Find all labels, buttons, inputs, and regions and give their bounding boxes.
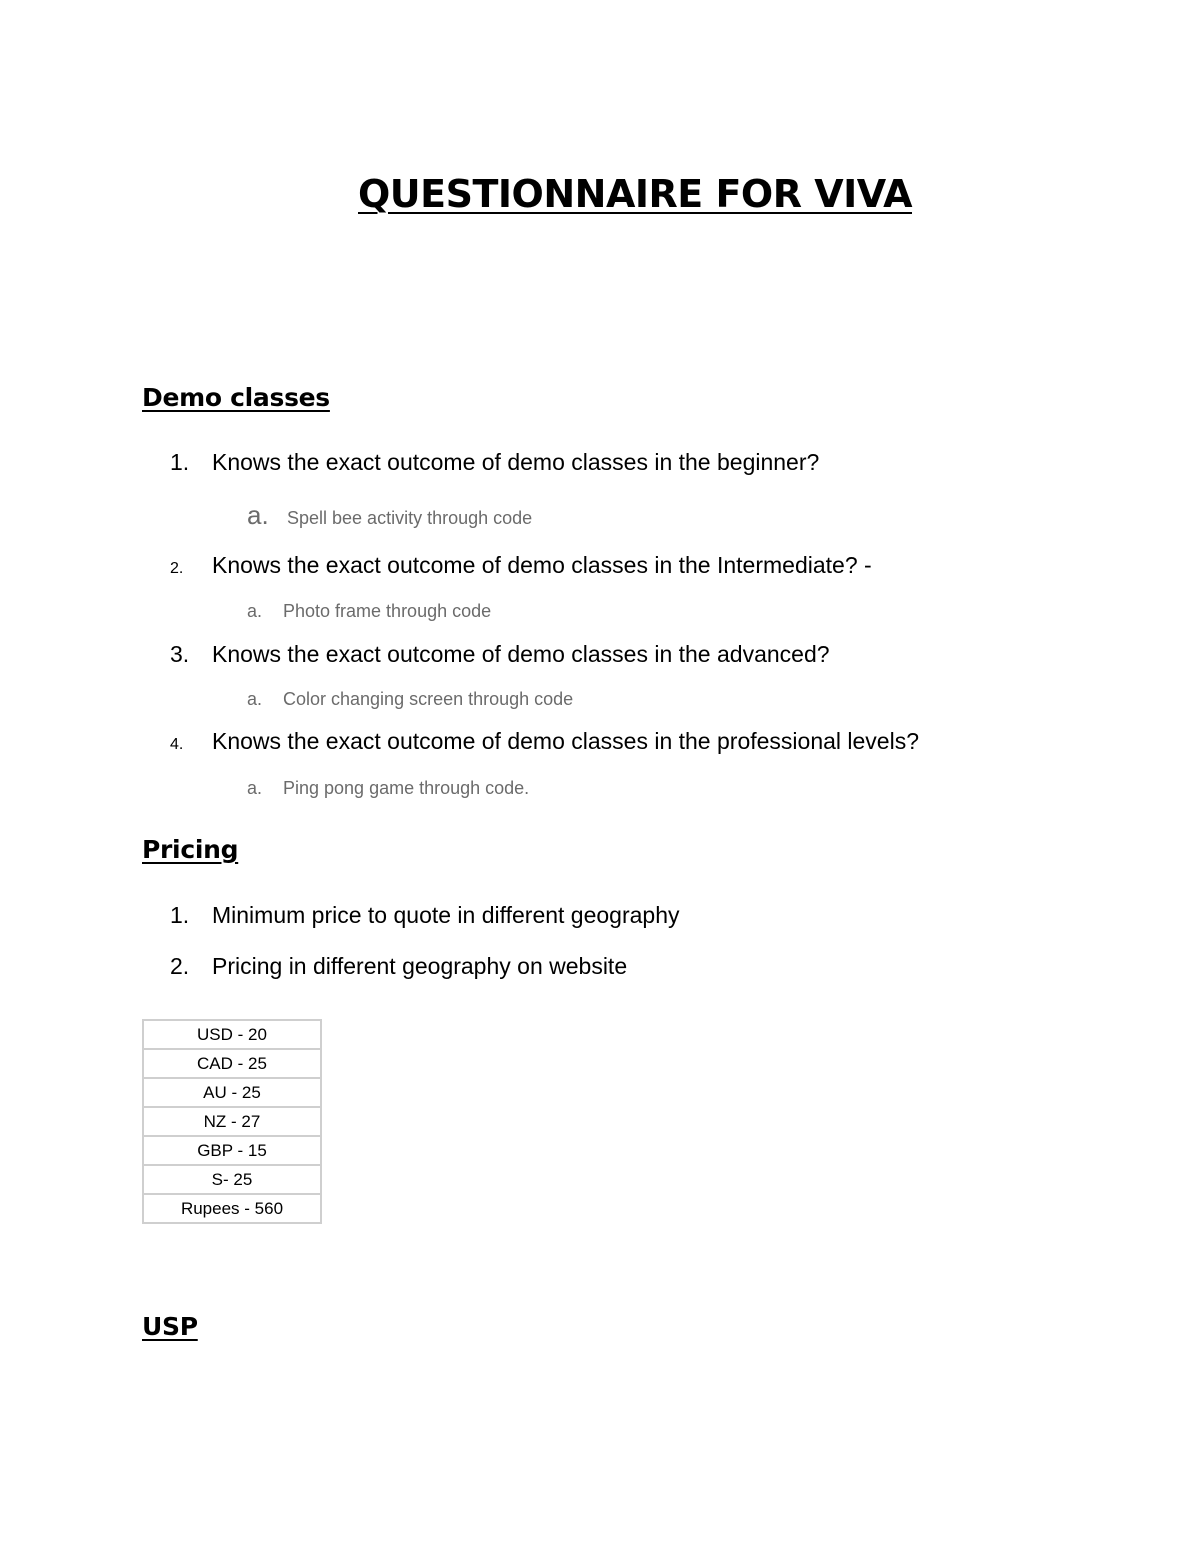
list-number: 2. <box>170 953 190 979</box>
table-cell: CAD - 25 <box>143 1049 321 1078</box>
demo-answer-4 <box>247 778 529 799</box>
demo-answer-2 <box>247 601 491 622</box>
table-row <box>143 1194 321 1223</box>
table-cell: S- 25 <box>143 1165 321 1194</box>
demo-question-4 <box>170 728 919 755</box>
answer-text: Spell bee activity through code <box>287 508 533 528</box>
heading-pricing: Pricing <box>142 835 239 864</box>
table-cell: NZ - 27 <box>143 1107 321 1136</box>
table-cell: GBP - 15 <box>143 1136 321 1165</box>
table-row <box>143 1049 321 1078</box>
question-text: Knows the exact outcome of demo classes in the advanced? <box>212 641 830 667</box>
pricing-text: Minimum price to quote in different geography <box>212 902 680 928</box>
table-row <box>143 1020 321 1049</box>
question-text: Knows the exact outcome of demo classes in the beginner? <box>212 449 820 475</box>
table-row <box>143 1165 321 1194</box>
table-row <box>143 1078 321 1107</box>
list-letter: a. <box>247 500 269 530</box>
list-number: 1. <box>170 902 190 928</box>
list-letter: a. <box>247 778 263 798</box>
demo-question-1 <box>170 449 819 476</box>
table-row <box>143 1136 321 1165</box>
demo-answer-3 <box>247 689 573 710</box>
pricing-table <box>142 1019 322 1224</box>
pricing-text: Pricing in different geography on website <box>212 953 628 979</box>
heading-demo-classes: Demo classes <box>142 383 330 412</box>
table-cell: USD - 20 <box>143 1020 321 1049</box>
table-row <box>143 1107 321 1136</box>
list-letter: a. <box>247 689 263 709</box>
demo-answer-1 <box>247 500 532 531</box>
list-number: 3. <box>170 641 190 667</box>
question-text: Knows the exact outcome of demo classes in the professional levels? <box>212 728 919 754</box>
question-text: Knows the exact outcome of demo classes in the Intermediate? - <box>212 552 872 578</box>
table-cell: AU - 25 <box>143 1078 321 1107</box>
table-cell: Rupees - 560 <box>143 1194 321 1223</box>
pricing-item-1 <box>170 902 680 929</box>
answer-text: Color changing screen through code <box>283 689 574 709</box>
answer-text: Ping pong game through code. <box>283 778 530 798</box>
document-title: QUESTIONNAIRE FOR VIVA <box>358 172 912 216</box>
demo-question-2 <box>170 552 872 579</box>
answer-text: Photo frame through code <box>283 601 492 621</box>
list-number: 4. <box>170 736 184 753</box>
demo-question-3 <box>170 641 830 668</box>
list-number: 2. <box>170 560 184 577</box>
list-number: 1. <box>170 449 190 475</box>
pricing-item-2 <box>170 953 627 980</box>
list-letter: a. <box>247 601 263 621</box>
heading-usp: USP <box>142 1312 198 1341</box>
